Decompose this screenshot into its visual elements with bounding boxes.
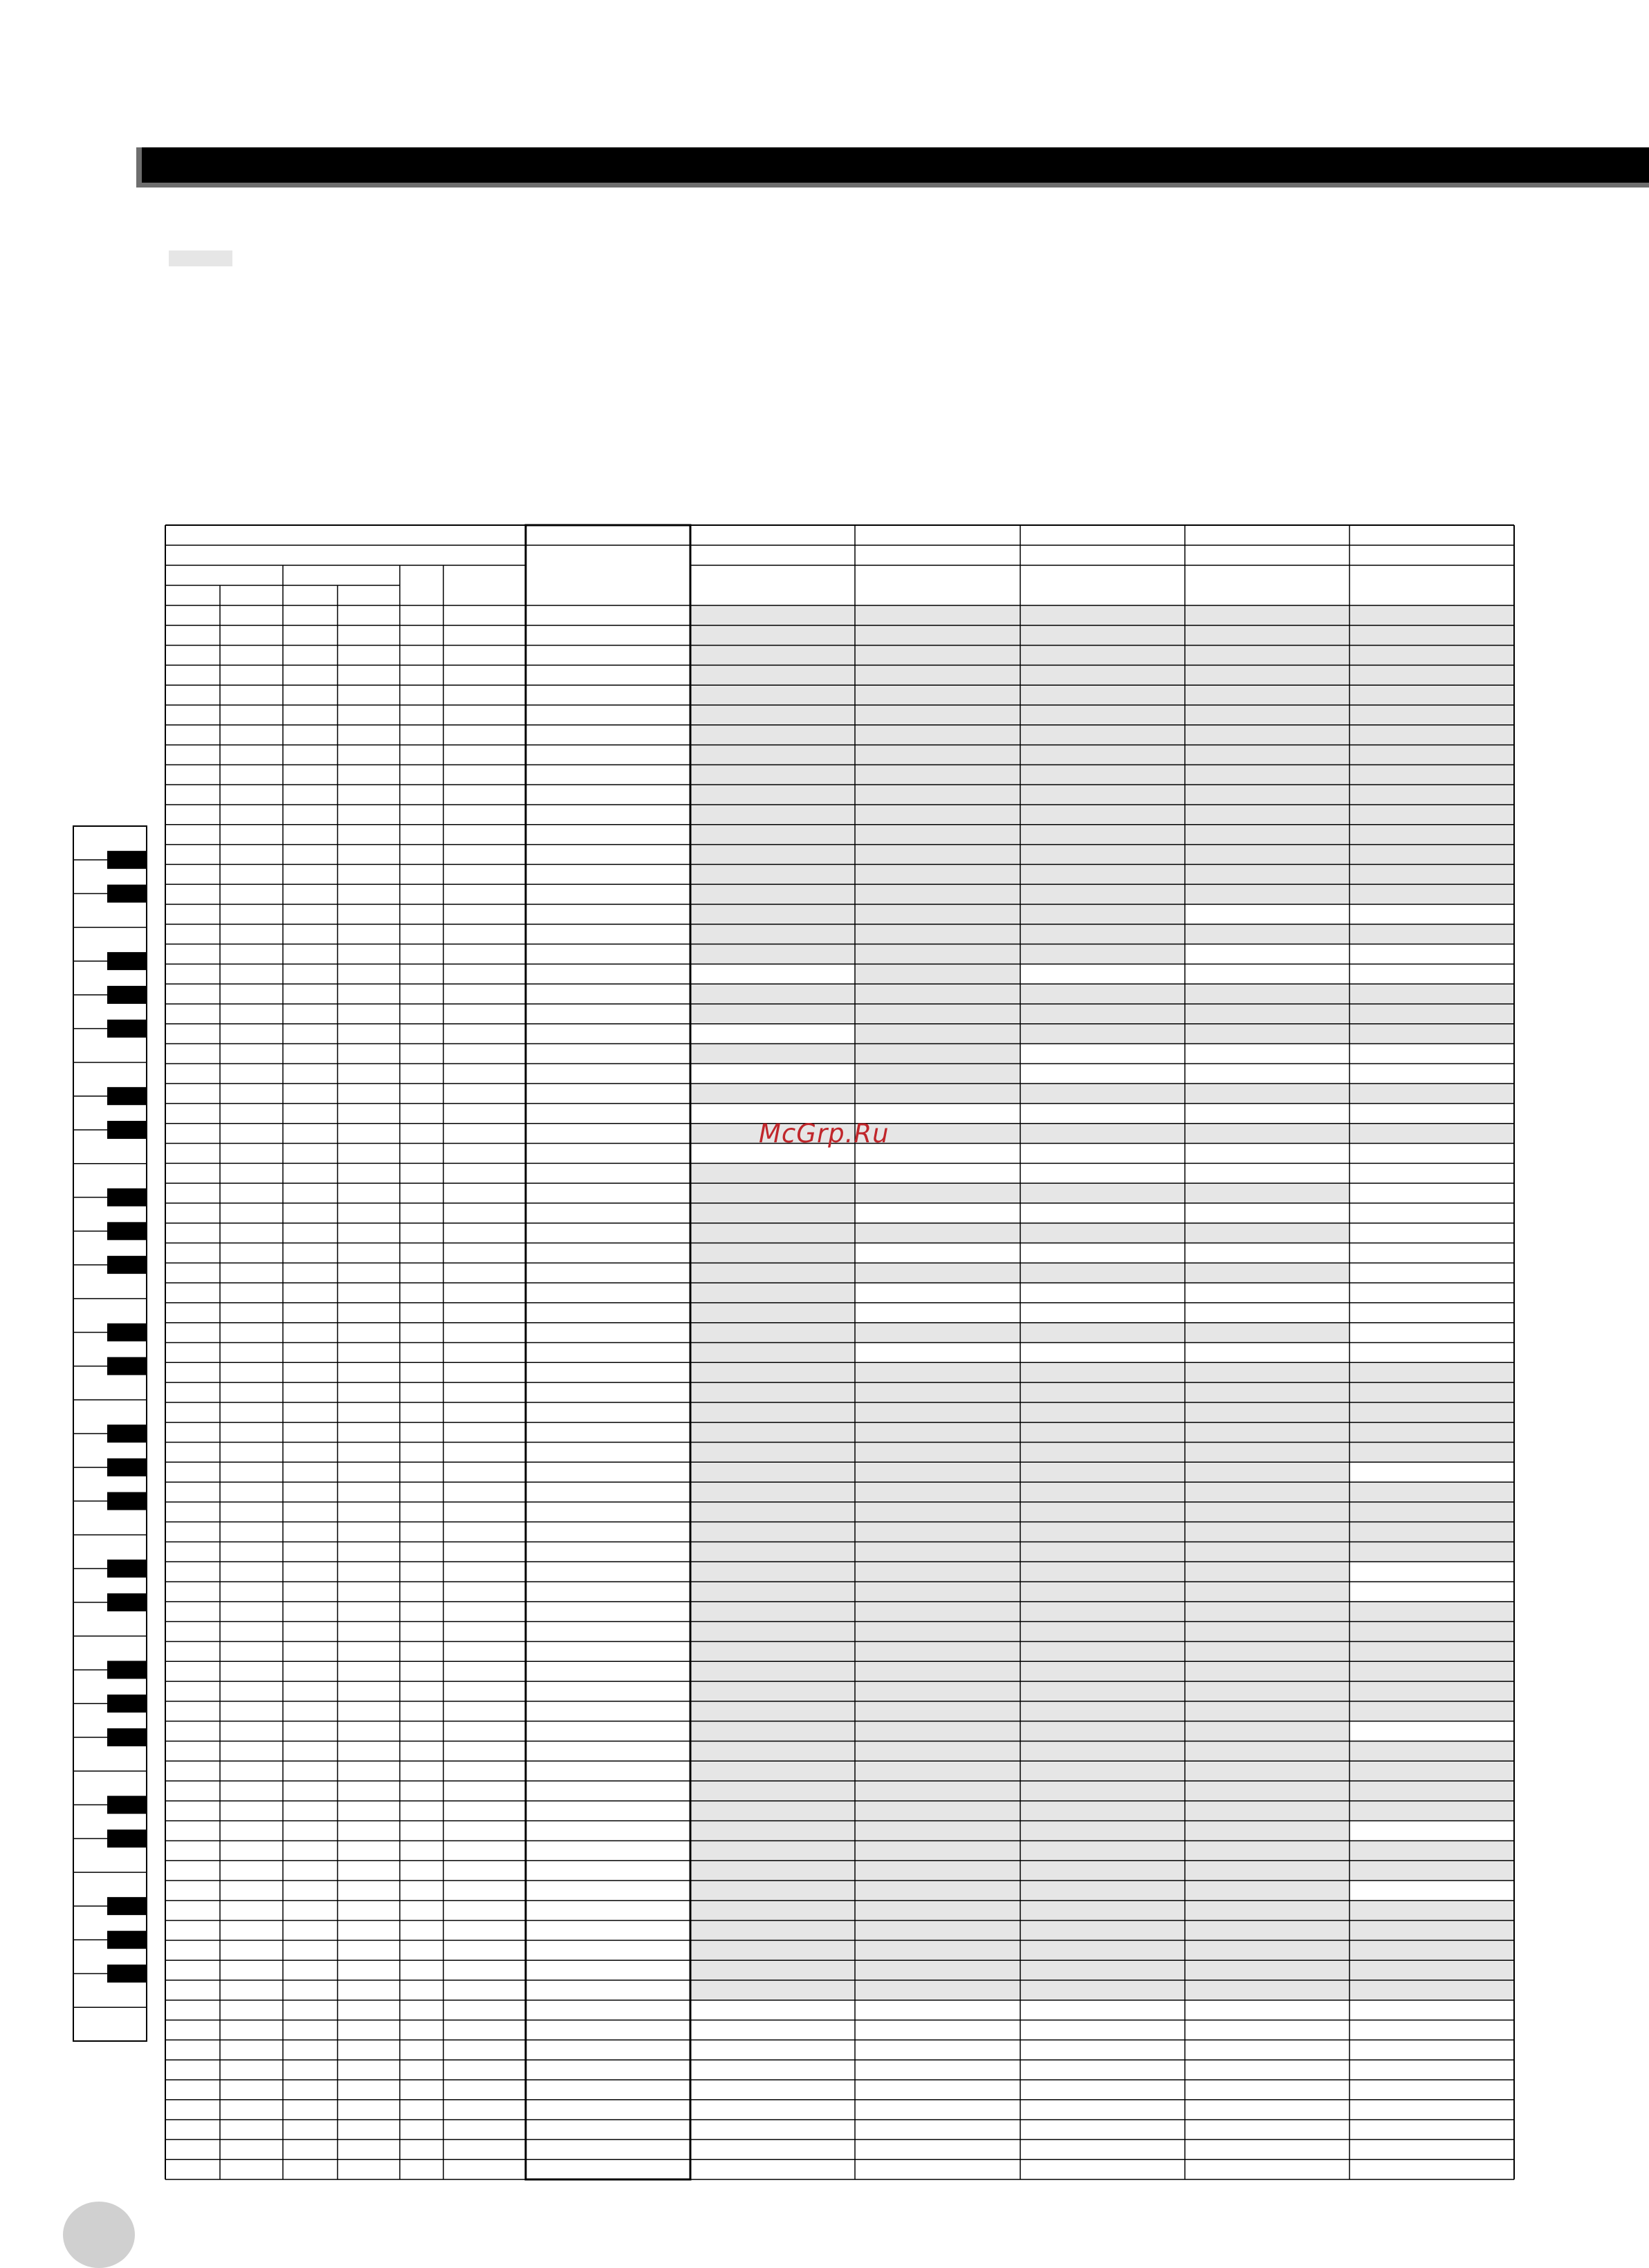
shaded-cell [1020, 984, 1185, 1004]
shaded-cell [855, 1801, 1020, 1821]
shaded-cell [690, 1860, 855, 1881]
shaded-cell [1185, 1661, 1349, 1681]
shaded-cell [690, 665, 855, 685]
shaded-cell [855, 646, 1020, 666]
shaded-cell [1020, 1083, 1185, 1104]
shaded-cell [690, 646, 855, 666]
shaded-cell [1020, 884, 1185, 904]
shaded-cell [1020, 1004, 1185, 1024]
shaded-cell [1349, 1901, 1514, 1921]
shaded-cell [1185, 1522, 1349, 1542]
shaded-cell [855, 964, 1020, 984]
shaded-cell [1185, 705, 1349, 725]
shaded-cell [1020, 1781, 1185, 1801]
shaded-cell [1185, 1382, 1349, 1402]
shaded-cell [1349, 1641, 1514, 1661]
shaded-cell [690, 605, 855, 625]
shaded-cell [1349, 1781, 1514, 1801]
shaded-cell [1185, 1860, 1349, 1881]
shaded-cell [1349, 984, 1514, 1004]
shaded-cell [1020, 1263, 1185, 1283]
shaded-cell [855, 1004, 1020, 1024]
shaded-cell [1349, 805, 1514, 825]
shaded-cell [1349, 1661, 1514, 1681]
shaded-cell [1020, 1681, 1185, 1701]
shaded-cell [1349, 1860, 1514, 1881]
shaded-cell [855, 1681, 1020, 1701]
shaded-cell [690, 765, 855, 785]
shaded-cell [1349, 646, 1514, 666]
shaded-cell [855, 1482, 1020, 1502]
shaded-cell [1185, 1940, 1349, 1960]
shaded-cell [855, 1701, 1020, 1721]
shaded-cell [690, 1781, 855, 1801]
shaded-cell [1020, 1323, 1185, 1343]
shaded-cell [690, 825, 855, 845]
shaded-cell [690, 785, 855, 805]
shaded-cell [690, 1482, 855, 1502]
shaded-cell [1349, 884, 1514, 904]
shaded-cell [1185, 646, 1349, 666]
shaded-cell [1020, 745, 1185, 765]
shaded-cell [1185, 1821, 1349, 1841]
shaded-cell [1349, 1402, 1514, 1423]
shaded-cell [690, 1522, 855, 1542]
shaded-cell [690, 1840, 855, 1860]
shaded-cell [1020, 785, 1185, 805]
shaded-cell [1020, 725, 1185, 745]
shaded-cell [855, 1362, 1020, 1382]
shaded-cell [690, 1641, 855, 1661]
shaded-cell [1349, 924, 1514, 944]
shaded-cell [1020, 1701, 1185, 1721]
shaded-cell [1185, 864, 1349, 884]
shaded-cell [1020, 1860, 1185, 1881]
shaded-cell [855, 1522, 1020, 1542]
shaded-cell [690, 1303, 855, 1323]
shaded-cell [690, 884, 855, 904]
shaded-cell [1349, 1921, 1514, 1941]
shaded-cell [1185, 1024, 1349, 1044]
shaded-cell [1185, 1462, 1349, 1482]
shaded-cell [690, 1442, 855, 1462]
shaded-cell [1185, 1124, 1349, 1144]
shaded-cell [1349, 845, 1514, 865]
shaded-cell [855, 1860, 1020, 1881]
shaded-cell [855, 1462, 1020, 1482]
shaded-cell [1185, 685, 1349, 705]
shaded-cell [1185, 1542, 1349, 1562]
shaded-cell [855, 904, 1020, 924]
shaded-cell [1020, 1382, 1185, 1402]
highlight-column-border [526, 525, 690, 2179]
shaded-cell [1349, 1622, 1514, 1642]
shaded-cell [1349, 1024, 1514, 1044]
shaded-cell [690, 1502, 855, 1522]
shaded-cell [1185, 1442, 1349, 1462]
shaded-cell [1349, 1960, 1514, 1980]
shaded-cell [1185, 765, 1349, 785]
shaded-cell [855, 1761, 1020, 1781]
shaded-cell [855, 1741, 1020, 1761]
shaded-cell [855, 1063, 1020, 1083]
shaded-cell [1020, 1442, 1185, 1462]
shaded-cell [855, 725, 1020, 745]
shaded-cell [1020, 924, 1185, 944]
shaded-cell [1020, 1402, 1185, 1423]
shaded-cell [855, 665, 1020, 685]
shaded-cell [855, 884, 1020, 904]
shaded-cell [1185, 1801, 1349, 1821]
shaded-cell [690, 1582, 855, 1602]
shaded-cell [690, 1402, 855, 1423]
shaded-cell [855, 1940, 1020, 1960]
shaded-cell [690, 1562, 855, 1582]
shaded-cell [855, 745, 1020, 765]
shaded-cell [1185, 1721, 1349, 1741]
shaded-cell [855, 605, 1020, 625]
shaded-cell [1185, 984, 1349, 1004]
shaded-cell [1185, 805, 1349, 825]
shaded-cell [855, 785, 1020, 805]
shaded-cell [1185, 1701, 1349, 1721]
shaded-cell [690, 1223, 855, 1243]
shaded-cell [1020, 1622, 1185, 1642]
shaded-cell [690, 1462, 855, 1482]
shaded-cell [855, 1901, 1020, 1921]
shaded-cell [1185, 1741, 1349, 1761]
shaded-cell [690, 1681, 855, 1701]
shaded-cell [690, 1960, 855, 1980]
shaded-cell [855, 1622, 1020, 1642]
shaded-cell [1185, 1362, 1349, 1382]
shaded-cell [1185, 1004, 1349, 1024]
shaded-cell [1349, 1522, 1514, 1542]
shaded-cell [1020, 1921, 1185, 1941]
shaded-cell [1020, 1741, 1185, 1761]
shaded-cell [855, 1423, 1020, 1443]
shaded-cell [690, 924, 855, 944]
shaded-cell [855, 1502, 1020, 1522]
shaded-cell [1185, 1502, 1349, 1522]
shaded-cell [690, 725, 855, 745]
shaded-cell [1349, 705, 1514, 725]
shaded-cell [855, 1044, 1020, 1064]
shaded-cell [690, 1382, 855, 1402]
shaded-cell [1020, 1761, 1185, 1781]
shaded-cell [855, 845, 1020, 865]
shaded-cell [1185, 665, 1349, 685]
shaded-cell [1185, 1781, 1349, 1801]
shaded-cell [1020, 1542, 1185, 1562]
shaded-cell [1020, 1522, 1185, 1542]
shaded-cell [1020, 1423, 1185, 1443]
shaded-cell [690, 705, 855, 725]
shaded-cell [690, 944, 855, 964]
shaded-cell [1349, 1940, 1514, 1960]
shaded-cell [1349, 685, 1514, 705]
shaded-cell [1185, 1602, 1349, 1622]
shaded-cell [1185, 1562, 1349, 1582]
shaded-cell [855, 944, 1020, 964]
shaded-cell [855, 1960, 1020, 1980]
shaded-cell [855, 1661, 1020, 1681]
shaded-cell [1020, 685, 1185, 705]
shaded-cell [1349, 1980, 1514, 2000]
shaded-cell [690, 1362, 855, 1382]
shaded-cell [690, 1661, 855, 1681]
shaded-cell [1020, 825, 1185, 845]
shaded-cell [1185, 1622, 1349, 1642]
shaded-cell [1185, 845, 1349, 865]
shaded-cell [1185, 1482, 1349, 1502]
shaded-cell [855, 1821, 1020, 1841]
shaded-cell [1020, 1602, 1185, 1622]
shaded-cell [1185, 1840, 1349, 1860]
shaded-cell [1349, 864, 1514, 884]
shaded-cell [855, 1024, 1020, 1044]
shaded-cell [1349, 825, 1514, 845]
shaded-cell [855, 685, 1020, 705]
shaded-cell [690, 625, 855, 646]
shaded-cell [855, 1881, 1020, 1901]
shaded-cell [855, 1223, 1020, 1243]
shaded-cell [1349, 1124, 1514, 1144]
shaded-cell [1185, 884, 1349, 904]
shaded-cell [1349, 1004, 1514, 1024]
shaded-cell [1349, 1382, 1514, 1402]
shaded-cell [855, 1542, 1020, 1562]
shaded-cell [690, 1343, 855, 1363]
shaded-cell [1349, 1482, 1514, 1502]
shaded-cell [690, 1821, 855, 1841]
shaded-cell [1020, 1801, 1185, 1821]
shaded-cell [1349, 1761, 1514, 1781]
shaded-cell [1020, 1821, 1185, 1841]
shaded-cell [1020, 1183, 1185, 1203]
shaded-cell [690, 1163, 855, 1183]
shaded-cell [1349, 1681, 1514, 1701]
shaded-cell [1349, 1362, 1514, 1382]
shaded-cell [1020, 1223, 1185, 1243]
shaded-cell [1349, 665, 1514, 685]
shaded-cell [1020, 1901, 1185, 1921]
shaded-cell [1185, 1223, 1349, 1243]
shaded-cell [1185, 1881, 1349, 1901]
shaded-cell [690, 1283, 855, 1303]
shaded-cell [855, 1602, 1020, 1622]
shaded-cell [690, 1044, 855, 1064]
shaded-cell [1185, 1681, 1349, 1701]
shaded-cell [1185, 924, 1349, 944]
shaded-cell [1020, 1502, 1185, 1522]
shaded-cell [1185, 1263, 1349, 1283]
shaded-cell [855, 1781, 1020, 1801]
watermark: McGrp.Ru [759, 1119, 890, 1149]
shaded-cell [690, 1761, 855, 1781]
shaded-cell [1020, 646, 1185, 666]
shaded-cell [1185, 1423, 1349, 1443]
shaded-cell [1020, 1562, 1185, 1582]
shaded-cell [1349, 1502, 1514, 1522]
shaded-cell [690, 1701, 855, 1721]
shaded-cell [1349, 1542, 1514, 1562]
shaded-cell [1349, 605, 1514, 625]
shaded-cell [1020, 845, 1185, 865]
shaded-cell [1185, 725, 1349, 745]
shaded-cell [1185, 1582, 1349, 1602]
shaded-cell [1185, 1083, 1349, 1104]
shaded-cell [1185, 1641, 1349, 1661]
shaded-cell [855, 1402, 1020, 1423]
shaded-cell [1020, 1881, 1185, 1901]
shaded-cell [855, 984, 1020, 1004]
shaded-cell [690, 864, 855, 884]
shaded-cell [1020, 1960, 1185, 1980]
shaded-cell [1185, 1402, 1349, 1423]
shaded-cell [690, 1542, 855, 1562]
shaded-cell [690, 805, 855, 825]
shaded-cell [690, 1721, 855, 1741]
shaded-cell [690, 1940, 855, 1960]
shaded-cell [690, 1901, 855, 1921]
shaded-cell [690, 1423, 855, 1443]
shaded-cell [855, 1840, 1020, 1860]
shaded-cell [1349, 725, 1514, 745]
shaded-cell [1020, 1721, 1185, 1741]
shaded-cell [855, 1323, 1020, 1343]
shaded-cell [855, 1980, 1020, 2000]
shaded-cell [1020, 1024, 1185, 1044]
shaded-cell [1185, 1323, 1349, 1343]
shaded-cell [855, 1562, 1020, 1582]
shaded-cell [855, 1083, 1020, 1104]
shaded-cell [855, 1921, 1020, 1941]
shaded-cell [1349, 1701, 1514, 1721]
shaded-cell [1349, 1083, 1514, 1104]
shaded-cell [1020, 864, 1185, 884]
shaded-cell [690, 845, 855, 865]
shaded-cell [855, 1442, 1020, 1462]
shaded-cell [690, 1741, 855, 1761]
shaded-cell [1185, 1901, 1349, 1921]
shaded-cell [690, 1183, 855, 1203]
shaded-cell [690, 1622, 855, 1642]
shaded-cell [1349, 1801, 1514, 1821]
shaded-cell [690, 1881, 855, 1901]
shaded-cell [1185, 825, 1349, 845]
shaded-cell [855, 765, 1020, 785]
shaded-cell [855, 924, 1020, 944]
shaded-cell [1020, 1582, 1185, 1602]
shaded-cell [1020, 1661, 1185, 1681]
shaded-cell [1349, 1840, 1514, 1860]
shaded-cell [1185, 745, 1349, 765]
shaded-cell [855, 625, 1020, 646]
shaded-cell [1185, 785, 1349, 805]
shaded-cell [1349, 1423, 1514, 1443]
shaded-cell [1185, 1921, 1349, 1941]
shaded-cell [855, 1183, 1020, 1203]
shaded-cell [690, 685, 855, 705]
shaded-cell [1185, 1960, 1349, 1980]
shaded-cell [690, 1980, 855, 2000]
shaded-cell [690, 1602, 855, 1622]
shaded-cell [1020, 1980, 1185, 2000]
shaded-cell [1020, 944, 1185, 964]
shaded-cell [855, 1641, 1020, 1661]
shaded-cell [1020, 1840, 1185, 1860]
shaded-cell [690, 1263, 855, 1283]
shaded-cell [690, 1083, 855, 1104]
shaded-cell [1020, 1462, 1185, 1482]
shaded-cell [1349, 1602, 1514, 1622]
shaded-cell [1020, 1641, 1185, 1661]
shaded-cell [690, 984, 855, 1004]
shaded-cell [855, 1263, 1020, 1283]
shaded-cell [690, 1323, 855, 1343]
shaded-cell [1020, 665, 1185, 685]
shaded-cell [1349, 765, 1514, 785]
shaded-cell [690, 904, 855, 924]
shaded-cell [1020, 1482, 1185, 1502]
shaded-cell [855, 705, 1020, 725]
shaded-cell [1020, 1940, 1185, 1960]
shaded-cell [1349, 1442, 1514, 1462]
shaded-cell [1349, 625, 1514, 646]
shaded-cell [1020, 805, 1185, 825]
shaded-cell [1020, 765, 1185, 785]
shaded-cell [1020, 625, 1185, 646]
shaded-cell [690, 1801, 855, 1821]
shaded-cell [690, 1004, 855, 1024]
shaded-cell [1020, 1124, 1185, 1144]
shaded-cell [1185, 1183, 1349, 1203]
shaded-cell [855, 1382, 1020, 1402]
shaded-cell [1349, 745, 1514, 765]
page-number-circle [63, 2202, 135, 2268]
shaded-cell [1185, 625, 1349, 646]
shaded-cell [1020, 904, 1185, 924]
shaded-cell [1185, 1761, 1349, 1781]
shaded-cell [1185, 1980, 1349, 2000]
shaded-cell [1020, 605, 1185, 625]
shaded-cell [855, 864, 1020, 884]
shaded-cell [855, 825, 1020, 845]
shaded-cell [855, 805, 1020, 825]
shaded-cell [1020, 1362, 1185, 1382]
shaded-cell [1020, 705, 1185, 725]
shaded-cell [1349, 785, 1514, 805]
shaded-cell [1349, 1741, 1514, 1761]
shaded-cell [690, 1921, 855, 1941]
shaded-cell [1185, 605, 1349, 625]
shaded-cell [855, 1582, 1020, 1602]
shaded-cell [855, 1721, 1020, 1741]
shaded-cell [690, 745, 855, 765]
shaded-cell [690, 1203, 855, 1223]
shaded-cell [690, 1243, 855, 1263]
